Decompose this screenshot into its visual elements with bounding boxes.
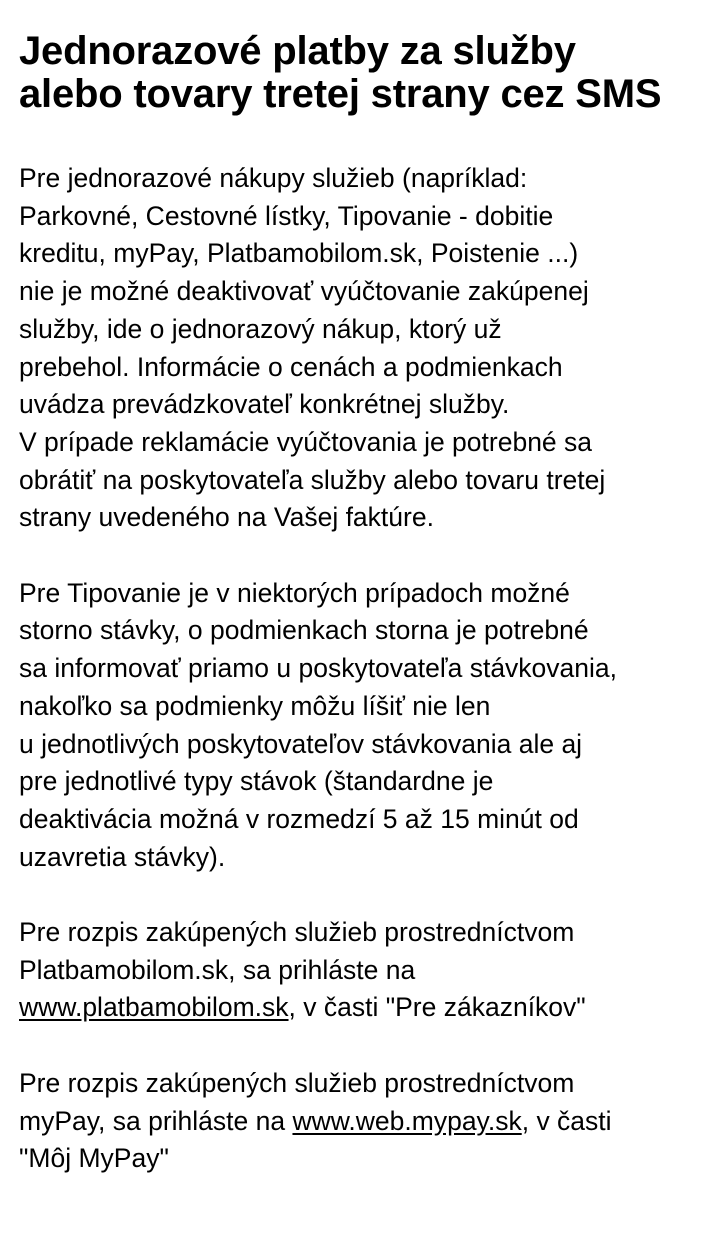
paragraph-mypay bbox=[19, 1065, 709, 1178]
text-line bbox=[19, 992, 586, 1022]
paragraph-platbamobilom bbox=[19, 914, 709, 1027]
text-line: uzavretia stávky). bbox=[19, 841, 226, 872]
platbamobilom-link[interactable]: www.platbamobilom.sk bbox=[19, 992, 289, 1023]
mypay-link[interactable]: www.web.mypay.sk bbox=[292, 1105, 522, 1136]
text-line: Platbamobilom.sk, sa prihláste na bbox=[19, 954, 416, 985]
article-body bbox=[19, 160, 709, 1178]
paragraph-one-time-purchases bbox=[19, 160, 709, 537]
text-line: prebehol. Informácie o cenách a podmienkach bbox=[19, 351, 563, 382]
paragraph-spacer bbox=[19, 537, 709, 575]
text-line: uvádza prevádzkovateľ konkrétnej služby. bbox=[19, 389, 510, 420]
text-fragment: , v časti "Pre zákazníkov" bbox=[288, 992, 586, 1023]
text-line: kreditu, myPay, Platbamobilom.sk, Poistenie ...) bbox=[19, 238, 579, 269]
paragraph-spacer bbox=[19, 876, 709, 914]
paragraph-spacer bbox=[19, 1027, 709, 1065]
text-line: "Môj MyPay" bbox=[19, 1143, 169, 1174]
text-line: Pre jednorazové nákupy služieb (napríklad: bbox=[19, 163, 528, 193]
text-line: V prípade reklamácie vyúčtovania je potrebné sa bbox=[19, 426, 593, 457]
text-line: u jednotlivých poskytovateľov stávkovania ale aj bbox=[19, 728, 583, 759]
text-line: Pre rozpis zakúpených služieb prostredníctvom bbox=[19, 1067, 575, 1098]
text-fragment: myPay, sa prihláste na bbox=[19, 1105, 293, 1136]
paragraph-tipovanie bbox=[19, 575, 709, 877]
text-line: pre jednotlivé typy stávok (štandardne je bbox=[19, 766, 494, 797]
text-line: Pre rozpis zakúpených služieb prostredníctvom bbox=[19, 917, 575, 948]
text-line: obrátiť na poskytovateľa služby alebo tovaru tretej bbox=[19, 464, 606, 495]
text-line: služby, ide o jednorazový nákup, ktorý už bbox=[19, 313, 502, 344]
text-line bbox=[19, 1106, 612, 1136]
text-line: Parkovné, Cestovné lístky, Tipovanie - dobitie bbox=[19, 200, 554, 231]
article bbox=[19, 30, 709, 1178]
text-fragment: , v časti bbox=[521, 1105, 612, 1136]
text-line: storno stávky, o podmienkach storna je potrebné bbox=[19, 615, 589, 646]
text-line: strany uvedeného na Vašej faktúre. bbox=[19, 502, 434, 533]
text-line: deaktivácia možná v rozmedzí 5 až 15 minút od bbox=[19, 803, 579, 834]
text-line: nakoľko sa podmienky môžu líšiť nie len bbox=[19, 690, 491, 721]
text-line: Pre Tipovanie je v niektorých prípadoch možné bbox=[19, 577, 570, 608]
page-title: Jednorazové platby za služby alebo tovary tretej strany cez SMS bbox=[19, 29, 662, 116]
text-line: nie je možné deaktivovať vyúčtovanie zakúpenej bbox=[19, 276, 589, 307]
text-line: sa informovať priamo u poskytovateľa stávkovania, bbox=[19, 653, 618, 684]
